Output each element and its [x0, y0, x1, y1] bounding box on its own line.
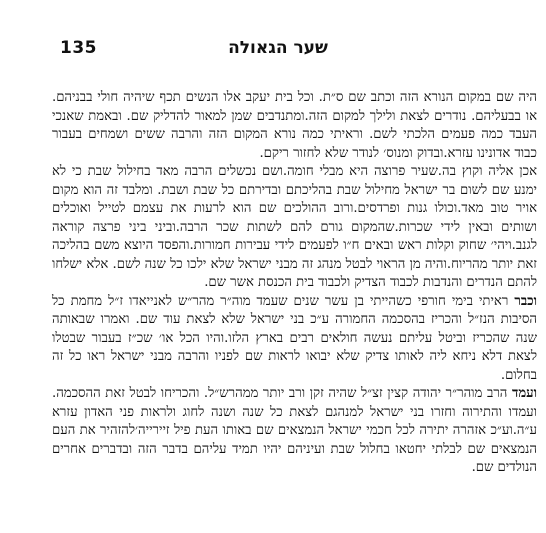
page-number: 135 [60, 38, 97, 58]
paragraph-text: הרב מוהר״ר יהודה קצין זצ״ל שהיה זקן ורב יותר ממהרש״ל. והכריחו לבטל זאת ההסכמה. ועמדו והתירוה וחזרו בני ישראל למנהגם לצאת כל שנה ושנה לחוג ולראות פני האדון עזרא ע״ה.וע״כ אזהרה יתירה לכל חכמי ישראל הנמצאים שם באותו העת פיל זיירייה׳להזהיר את העם הנמצאים שם לבלתי יחטאו בחלול שבת ועיניהם יהיו תמיד עליהם בדבר הזה ובדברים אחרים הנולדים שם. [52, 386, 537, 475]
paragraph [52, 89, 537, 163]
paragraph-text: אכן אליה וקוץ בה.שעיר פרוצה היא מבלי חומה.ושם נכשלים הרבה מאד בחילול שבת כי לא ימנע שם לשום בר ישראל מחילול שבת בהליכתם ובדירתם כל שבת ושבת. ומלבד זה הוא מקום אויר טוב מאד.וכולו גנות ופרדסים.ורוב ההולכים שם הוא לרעות את עצמם לטייל ואוכלים ושותים ובאין לידי שכרות.שהמקום גורם להם לשתות שכר הרבה.וביני ביני פרצה קוראה לגנב.ויהי׳ שחוק וקלות ראש ובאים ח״ו לפעמים לידי עבירות חמורות.והפסד היוצא משם בהליכה זאת יותר מהריוח.והיה מן הראוי לבטל מנהג זה מבני ישראל שלא ילכו כל שנה לשם. אלא ישלחו להתם הנדרים והנדבות לכבוד הצדיק ולכבוד בית הכנסת אשר שם. [52, 164, 537, 290]
paragraph-text: היה שם במקום הנורא הזה וכתב שם ס״ת. וכל בית יעקב אלו הנשים תכף שיהיה חולי בבניהם. או בבעליהם. נודרים לצאת ולילך למקום הזה.ומתנדבים שמן למאור להדליק שם. ובאמת שאנכי העבד כמה פעמים הלכתי לשם. וראיתי כמה נורא המקום הזה והרבה ששים ושמחים בעבור כבוד אדונינו עזרא.ובדוק ומנוס׳ לנודר שלא לחזור ריקם. [52, 90, 537, 161]
paragraph [52, 385, 537, 478]
paragraph-text: ראיתי בימי חורפי כשהייתי בן עשר שנים שעמד מוה״ר מהר״ש לאנייאדו ז״ל מחמת כל הסיבות הנז״ל והכריז בהסכמה החמורה ע״כ בני ישראל שלא לצאת עוד שם. ואמרו שבאותה שנה שהכריז וביטל עליתם נעשה חולאים רבים בארץ הלזו.והיו הכל או׳ שכ״ז בעבור שבטלו לצאת דלא ניחא ליה לאותו צדיק שלא יבואו לראות שם לפניו והרבה מבני ישראל ראו כל זה בחלום. [52, 293, 537, 383]
paragraph [52, 293, 537, 386]
paragraph-lead-word: ועמד [512, 386, 537, 401]
running-title: שער הגאולה [228, 38, 328, 58]
paragraph-lead-word: וכבר [514, 293, 537, 309]
paragraph [52, 163, 537, 293]
body-text [52, 89, 537, 478]
page-header [0, 38, 546, 62]
